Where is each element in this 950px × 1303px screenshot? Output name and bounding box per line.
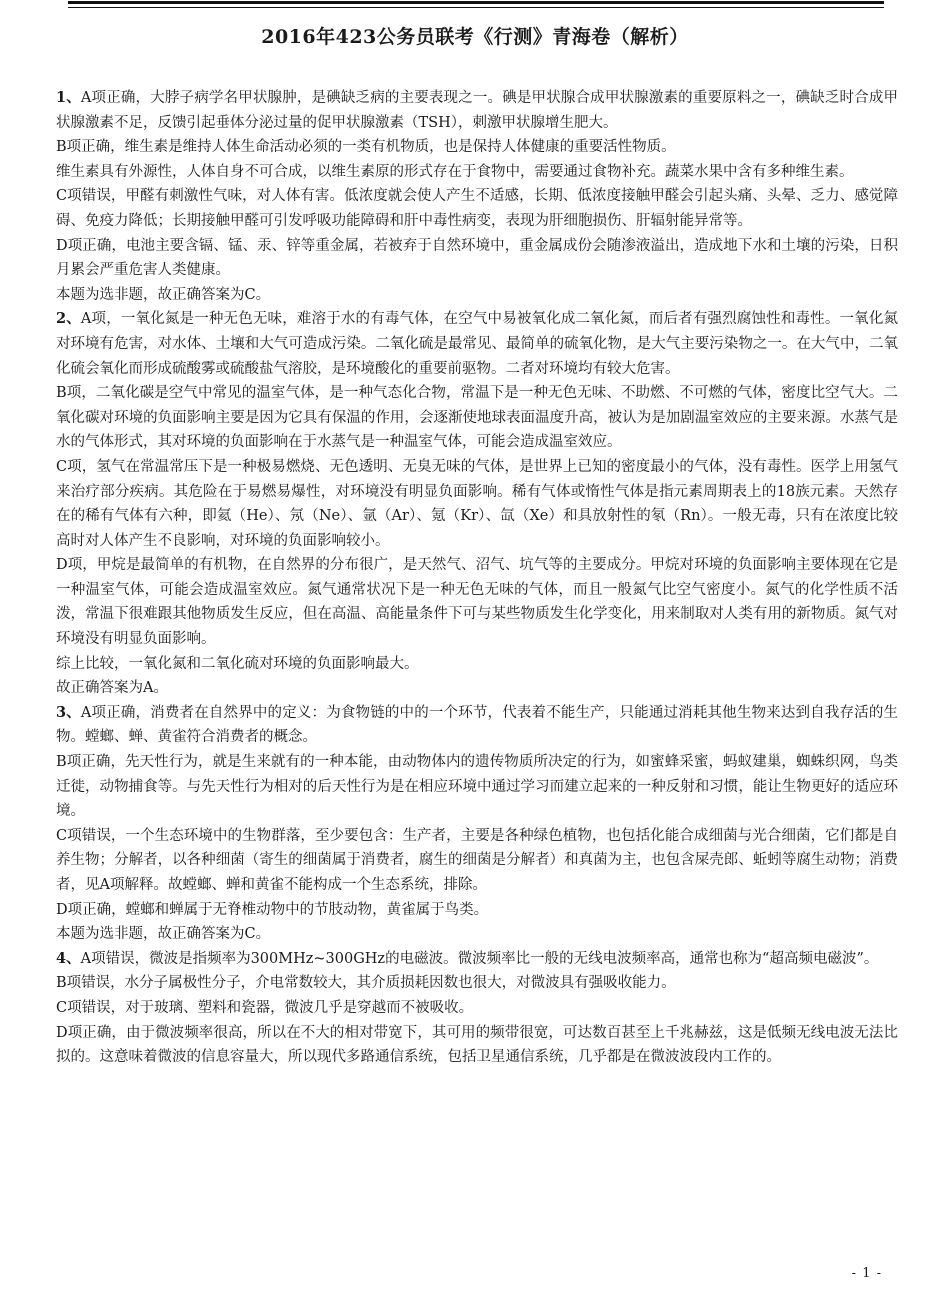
paragraph-text: 综上比较，一氧化氮和二氧化硫对环境的负面影响最大。 [56,655,419,672]
paragraph-text: C项错误，甲醛有刺激性气味，对人体有害。低浓度就会使人产生不适感，长期、低浓度接触甲醛会引起头痛、头晕、乏力、感觉障碍、免疫力降低；长期接触甲醛可引发呼吸功能障碍和肝中毒性病变，表现为肝细胞损伤、肝辐射能异常等。 [56,188,898,229]
paragraph-text: C项，氢气在常温常压下是一种极易燃烧、无色透明、无臭无味的气体，是世界上已知的密度最小的气体，没有毒性。医学上用氢气来治疗部分疾病。其危险在于易燃易爆性，对环境没有明显负面影响。稀有气体或惰性气体是指元素周期表上的18族元素。天然存在的稀有气体有六种，即氦（He）、氖（Ne）、氩（Ar）、氪（Kr）、氙（Xe）和具放射性的氡（Rn）。一般无毒，只有在浓度比较高时对人体产生不良影响，对环境的负面影响较小。 [56,458,898,549]
paragraph [56,160,898,185]
paragraph-text: B项正确，维生素是维持人体生命活动必须的一类有机物质，也是保持人体健康的重要活性物质。 [56,139,676,156]
paragraph-text: C项错误，一个生态环境中的生物群落，至少要包含：生产者，主要是各种绿色植物，也包括化能合成细菌与光合细菌，它们都是自养生物；分解者，以各种细菌（寄生的细菌属于消费者，腐生的细菌是分解者）和真菌为主，也包含屎壳郎、蚯蚓等腐生动物；消费者，见A项解释。故螳螂、蝉和黄雀不能构成一个生态系统，排除。 [56,827,898,893]
paragraph [56,1021,898,1070]
page-number: - 1 - [851,1266,882,1281]
paragraph-text: A项错误，微波是指频率为300MHz~300GHz的电磁波。微波频率比一般的无线电波频率高，通常也称为“超高频电磁波”。 [80,950,879,967]
paragraph-text: D项，甲烷是最简单的有机物，在自然界的分布很广，是天然气、沼气、坑气等的主要成分。甲烷对环境的负面影响主要体现在它是一种温室气体，可能会造成温室效应。氮气通常状况下是一种无色无味的气体，而且一般氮气比空气密度小。氮气的化学性质不活泼，常温下很难跟其他物质发生反应，但在高温、高能量条件下可与某些物质发生化学变化，用来制取对人类有用的新物质。氮气对环境没有明显负面影响。 [56,557,898,648]
paragraph [56,135,898,160]
paragraph-text: B项正确，先天性行为，就是生来就有的一种本能，由动物体内的遗传物质所决定的行为，如蜜蜂采蜜，蚂蚁建巢，蜘蛛织网，鸟类迁徙，动物捕食等。与先天性行为相对的后天性行为是在相应环境中通过学习而建立起来的一种反射和习惯，能让生物更好的适应环境。 [56,754,898,820]
paragraph [56,750,898,824]
paragraph [56,947,898,972]
paragraph-text: D项正确，螳螂和蝉属于无脊椎动物中的节肢动物，黄雀属于鸟类。 [56,901,489,918]
paragraph-text: 维生素具有外源性，人体自身不可合成，以维生素原的形式存在于食物中，需要通过食物补充。蔬菜水果中含有多种维生素。 [56,163,854,180]
paragraph-text: A项正确，消费者在自然界中的定义：为食物链的中的一个环节，代表着不能生产，只能通过消耗其他生物来达到自我存活的生物。螳螂、蝉、黄雀符合消费者的概念。 [56,704,898,746]
paragraph-text: 本题为选非题，故正确答案为C。 [56,286,271,303]
paragraph [56,455,898,553]
document-title: 2016年423公务员联考《行测》青海卷（解析） [261,26,689,48]
paragraph-text: A项，一氧化氮是一种无色无味，难溶于水的有毒气体，在空气中易被氧化成二氧化氮，而后者有强烈腐蚀性和毒性。一氧化氮对环境有危害，对水体、土壤和大气可造成污染。二氧化硫是最常见、最简单的硫氧化物，是大气主要污染物之一。在大气中，二氧化硫会氧化而形成硫酸雾或硫酸盐气溶胶，是环境酸化的重要前驱物。二者对环境均有较大危害。 [56,311,898,377]
paragraph [56,824,898,898]
paragraph [56,701,898,750]
paragraph [56,922,898,947]
paragraph [56,381,898,455]
paragraph [56,86,898,135]
paragraph [56,234,898,283]
question-number: 4、 [56,949,81,967]
header-rule-thin [68,7,884,8]
paragraph-text: 本题为选非题，故正确答案为C。 [56,926,271,943]
paragraph-text: B项，二氧化碳是空气中常见的温室气体，是一种气态化合物，常温下是一种无色无味、不助燃、不可燃的气体，密度比空气大。二氧化碳对环境的负面影响主要是因为它具有保温的作用，会逐渐使地球表面温度升高，被认为是加剧温室效应的主要来源。水蒸气是水的气体形式，其对环境的负面影响在于水蒸气是一种温室气体，可能会造成温室效应。 [56,385,898,451]
paragraph [56,676,898,701]
question-number: 3、 [56,703,81,721]
paragraph-text: D项正确，由于微波频率很高，所以在不大的相对带宽下，其可用的频带很宽，可达数百甚至上千兆赫兹，这是低频无线电波无法比拟的。这意味着微波的信息容量大，所以现代多路通信系统，包括卫星通信系统，几乎都是在微波波段内工作的。 [56,1024,898,1066]
document-body [56,86,898,1070]
paragraph [56,898,898,923]
paragraph-text: C项错误，对于玻璃、塑料和瓷器，微波几乎是穿越而不被吸收。 [56,999,474,1016]
paragraph-text: D项正确，电池主要含镉、锰、汞、锌等重金属，若被弃于自然环境中，重金属成份会随渗液溢出，造成地下水和土壤的污染，日积月累会严重危害人类健康。 [56,237,898,279]
paragraph [56,307,898,381]
question-number: 1、 [56,89,81,106]
paragraph [56,184,898,233]
header-rule-thick [68,1,884,4]
paragraph [56,971,898,996]
paragraph-text: 故正确答案为A。 [56,680,168,697]
paragraph-text: A项正确，大脖子病学名甲状腺肿，是碘缺乏病的主要表现之一。碘是甲状腺合成甲状腺激素的重要原料之一，碘缺乏时合成甲状腺激素不足，反馈引起垂体分泌过量的促甲状腺激素（TSH），刺激甲状腺增生肥大。 [56,90,898,131]
paragraph [56,283,898,308]
question-number: 2、 [56,310,81,328]
paragraph [56,553,898,651]
paragraph-text: B项错误，水分子属极性分子，介电常数较大，其介质损耗因数也很大，对微波具有强吸收能力。 [56,975,676,992]
paragraph [56,652,898,677]
paragraph [56,996,898,1021]
